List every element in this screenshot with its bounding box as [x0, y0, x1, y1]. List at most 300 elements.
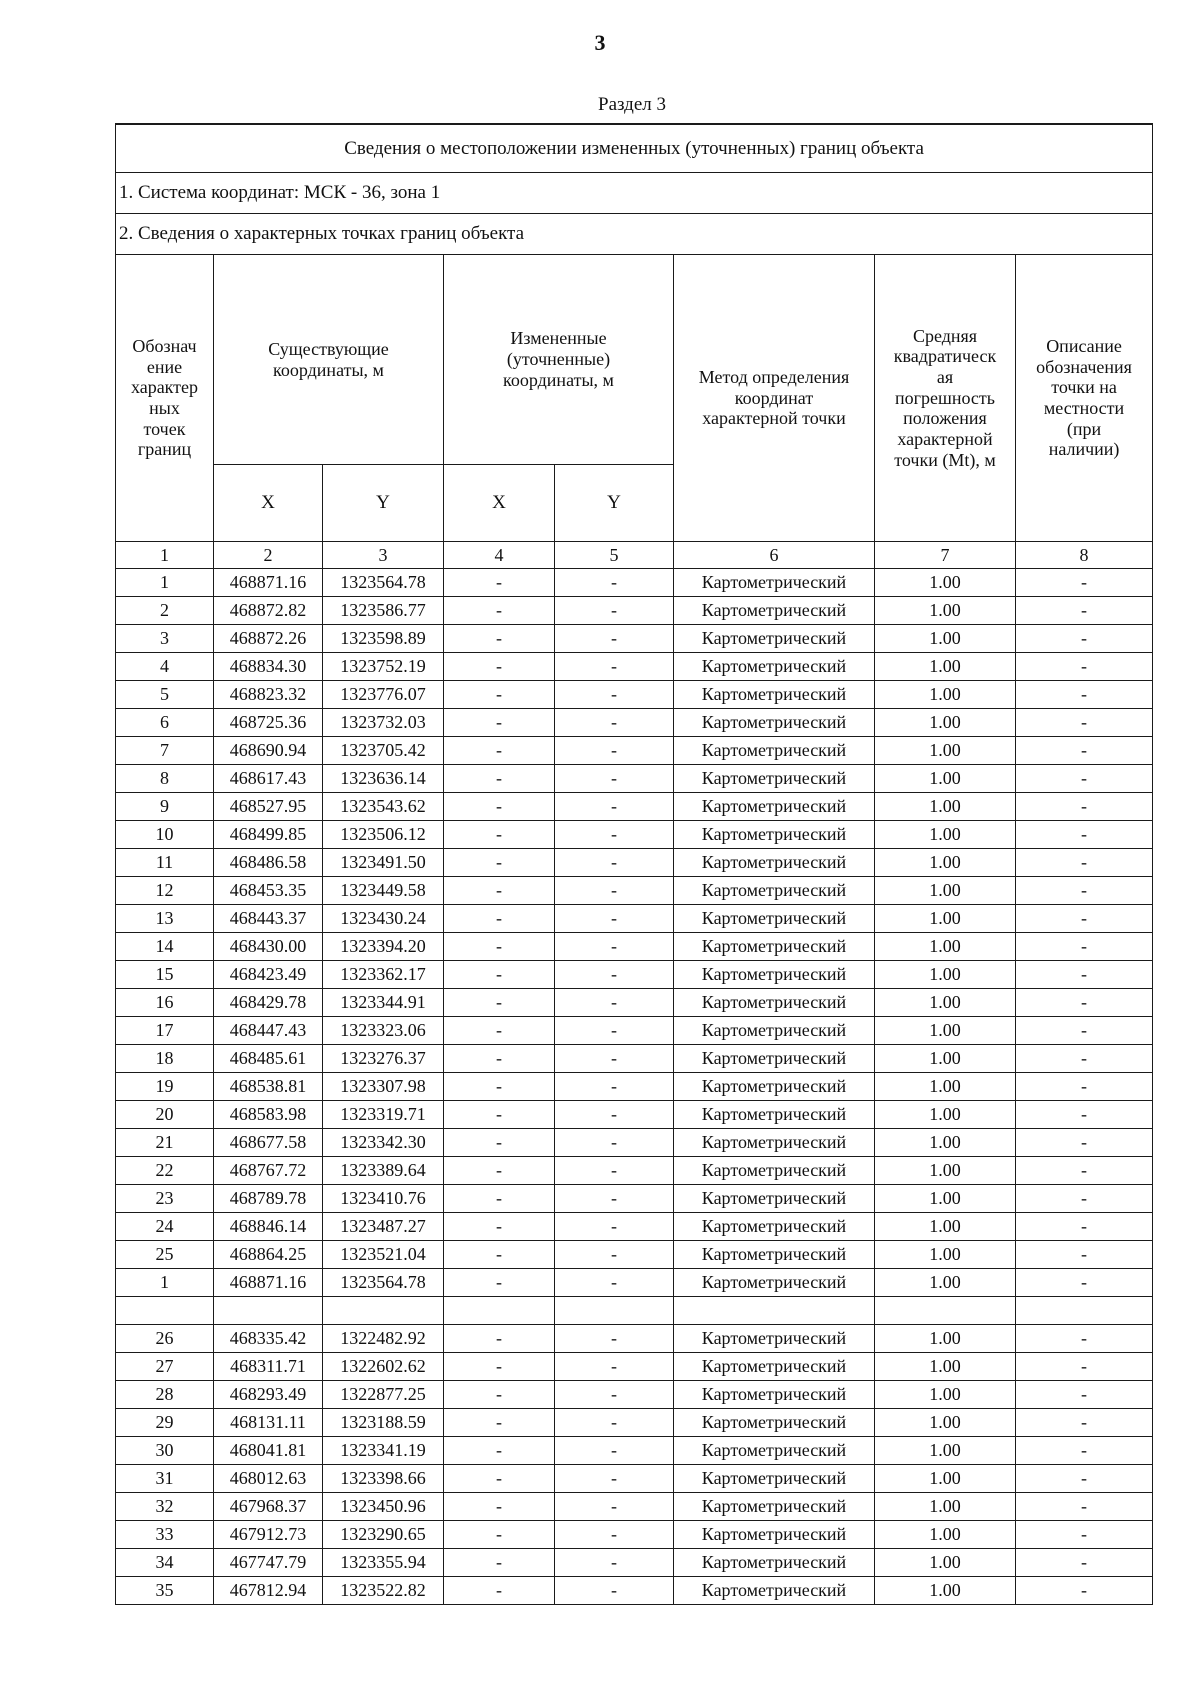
cell-existing-y: 1323491.50: [323, 849, 444, 877]
cell-description: -: [1016, 1157, 1153, 1185]
cell-changed-x: -: [444, 1577, 555, 1605]
cell-existing-x: 467968.37: [214, 1493, 323, 1521]
table-row: [116, 681, 1153, 709]
cell-point-number: 5: [116, 681, 214, 709]
cell-point-number: 9: [116, 793, 214, 821]
cell-mt: 1.00: [875, 597, 1016, 625]
cell-method: Картометрический: [674, 1129, 875, 1157]
cell-method: Картометрический: [674, 1437, 875, 1465]
cell-point-number: 35: [116, 1577, 214, 1605]
cell-changed-x: -: [444, 1213, 555, 1241]
cell-method: Картометрический: [674, 1073, 875, 1101]
cell-point-number: 13: [116, 905, 214, 933]
cell-changed-x: [444, 1297, 555, 1325]
cell-changed-y: -: [555, 569, 674, 597]
cell-existing-y: 1323586.77: [323, 597, 444, 625]
header-changed-x: X: [444, 465, 555, 542]
cell-mt: 1.00: [875, 933, 1016, 961]
cell-point-number: 17: [116, 1017, 214, 1045]
header-existing-y: Y: [323, 465, 444, 542]
cell-mt: 1.00: [875, 1577, 1016, 1605]
cell-changed-y: -: [555, 933, 674, 961]
cell-method: Картометрический: [674, 1577, 875, 1605]
cell-point-number: 28: [116, 1381, 214, 1409]
cell-changed-y: -: [555, 1045, 674, 1073]
cell-point-number: 1: [116, 1269, 214, 1297]
cell-existing-x: 467912.73: [214, 1521, 323, 1549]
cell-existing-y: 1323564.78: [323, 1269, 444, 1297]
table-row: [116, 1185, 1153, 1213]
cell-point-number: [116, 1297, 214, 1325]
cell-changed-y: -: [555, 625, 674, 653]
column-number: 6: [674, 542, 875, 569]
cell-method: Картометрический: [674, 793, 875, 821]
cell-existing-x: 468583.98: [214, 1101, 323, 1129]
cell-mt: 1.00: [875, 1521, 1016, 1549]
cell-changed-x: -: [444, 1521, 555, 1549]
cell-existing-y: 1323543.62: [323, 793, 444, 821]
cell-method: Картометрический: [674, 1045, 875, 1073]
cell-changed-x: -: [444, 1437, 555, 1465]
table-row: [116, 933, 1153, 961]
table-title: Сведения о местоположении измененных (уточненных) границ объекта: [116, 124, 1153, 173]
cell-changed-y: -: [555, 1437, 674, 1465]
cell-point-number: 12: [116, 877, 214, 905]
cell-existing-y: 1323188.59: [323, 1409, 444, 1437]
cell-existing-x: 468871.16: [214, 1269, 323, 1297]
cell-changed-x: -: [444, 989, 555, 1017]
table-row: [116, 1381, 1153, 1409]
cell-mt: 1.00: [875, 1269, 1016, 1297]
cell-changed-x: -: [444, 1269, 555, 1297]
cell-description: -: [1016, 989, 1153, 1017]
cell-description: -: [1016, 569, 1153, 597]
cell-method: Картометрический: [674, 849, 875, 877]
table-row: [116, 597, 1153, 625]
cell-existing-x: 468499.85: [214, 821, 323, 849]
cell-description: -: [1016, 681, 1153, 709]
cell-changed-x: -: [444, 681, 555, 709]
cell-point-number: 18: [116, 1045, 214, 1073]
cell-changed-x: -: [444, 1045, 555, 1073]
cell-changed-x: -: [444, 849, 555, 877]
cell-point-number: 20: [116, 1101, 214, 1129]
table-row: [116, 1073, 1153, 1101]
cell-existing-y: 1323752.19: [323, 653, 444, 681]
header-changed-coords: Измененные (уточненные) координаты, м: [444, 255, 674, 465]
cell-mt: 1.00: [875, 765, 1016, 793]
cell-method: Картометрический: [674, 1213, 875, 1241]
table-row: [116, 961, 1153, 989]
cell-existing-x: 468823.32: [214, 681, 323, 709]
cell-existing-x: 468789.78: [214, 1185, 323, 1213]
cell-existing-x: 468834.30: [214, 653, 323, 681]
header-method: Метод определения координат характерной точки: [674, 255, 875, 542]
cell-changed-x: -: [444, 653, 555, 681]
cell-description: -: [1016, 1325, 1153, 1353]
column-number: 1: [116, 542, 214, 569]
cell-changed-y: -: [555, 1521, 674, 1549]
cell-changed-y: -: [555, 1073, 674, 1101]
page-number: 3: [594, 30, 606, 55]
cell-changed-y: -: [555, 1577, 674, 1605]
cell-mt: 1.00: [875, 569, 1016, 597]
cell-description: -: [1016, 793, 1153, 821]
cell-description: -: [1016, 961, 1153, 989]
table-row: [116, 821, 1153, 849]
cell-point-number: 2: [116, 597, 214, 625]
cell-existing-x: 468429.78: [214, 989, 323, 1017]
cell-existing-y: 1323522.82: [323, 1577, 444, 1605]
cell-method: Картометрический: [674, 961, 875, 989]
table-row: [116, 1045, 1153, 1073]
cell-changed-y: -: [555, 681, 674, 709]
cell-description: -: [1016, 709, 1153, 737]
cell-existing-x: 468871.16: [214, 569, 323, 597]
cell-mt: 1.00: [875, 625, 1016, 653]
cell-point-number: 4: [116, 653, 214, 681]
cell-point-number: 19: [116, 1073, 214, 1101]
cell-method: Картометрический: [674, 597, 875, 625]
cell-existing-x: 468311.71: [214, 1353, 323, 1381]
cell-existing-x: 468864.25: [214, 1241, 323, 1269]
cell-changed-x: -: [444, 569, 555, 597]
cell-mt: 1.00: [875, 1437, 1016, 1465]
cell-point-number: 26: [116, 1325, 214, 1353]
cell-mt: [875, 1297, 1016, 1325]
cell-point-number: 22: [116, 1157, 214, 1185]
cell-point-number: 15: [116, 961, 214, 989]
cell-description: -: [1016, 1213, 1153, 1241]
cell-mt: 1.00: [875, 1465, 1016, 1493]
cell-existing-x: 468527.95: [214, 793, 323, 821]
cell-changed-x: -: [444, 905, 555, 933]
cell-description: -: [1016, 1101, 1153, 1129]
boundary-points-table: [115, 123, 1153, 1605]
cell-description: -: [1016, 653, 1153, 681]
cell-existing-y: 1323323.06: [323, 1017, 444, 1045]
cell-existing-y: 1323319.71: [323, 1101, 444, 1129]
cell-existing-x: 468293.49: [214, 1381, 323, 1409]
cell-changed-x: -: [444, 1409, 555, 1437]
table-row: [116, 709, 1153, 737]
cell-method: Картометрический: [674, 1185, 875, 1213]
cell-description: -: [1016, 877, 1153, 905]
cell-description: -: [1016, 1129, 1153, 1157]
table-row: [116, 1269, 1153, 1297]
cell-description: -: [1016, 1269, 1153, 1297]
cell-existing-y: 1323389.64: [323, 1157, 444, 1185]
cell-existing-y: 1323394.20: [323, 933, 444, 961]
table-row: [116, 1549, 1153, 1577]
cell-point-number: 7: [116, 737, 214, 765]
cell-changed-x: -: [444, 625, 555, 653]
cell-description: -: [1016, 1381, 1153, 1409]
cell-method: Картометрический: [674, 905, 875, 933]
cell-existing-y: 1323521.04: [323, 1241, 444, 1269]
cell-changed-y: -: [555, 1353, 674, 1381]
cell-description: -: [1016, 1073, 1153, 1101]
header-changed-y: Y: [555, 465, 674, 542]
cell-description: -: [1016, 1045, 1153, 1073]
cell-changed-y: -: [555, 709, 674, 737]
table-row: [116, 849, 1153, 877]
cell-description: -: [1016, 1185, 1153, 1213]
table-row: [116, 569, 1153, 597]
cell-existing-x: 468485.61: [214, 1045, 323, 1073]
cell-changed-y: -: [555, 1325, 674, 1353]
cell-mt: 1.00: [875, 1101, 1016, 1129]
cell-existing-y: 1323732.03: [323, 709, 444, 737]
cell-mt: 1.00: [875, 1213, 1016, 1241]
cell-existing-x: 468846.14: [214, 1213, 323, 1241]
cell-point-number: 3: [116, 625, 214, 653]
cell-existing-x: 467747.79: [214, 1549, 323, 1577]
column-number: 2: [214, 542, 323, 569]
table-row: [116, 905, 1153, 933]
cell-changed-y: -: [555, 821, 674, 849]
cell-changed-y: -: [555, 1241, 674, 1269]
cell-changed-y: -: [555, 793, 674, 821]
cell-mt: 1.00: [875, 793, 1016, 821]
cell-existing-y: 1322877.25: [323, 1381, 444, 1409]
section-label: Раздел 3: [598, 94, 666, 115]
cell-changed-x: -: [444, 1325, 555, 1353]
cell-changed-x: -: [444, 1241, 555, 1269]
cell-changed-y: -: [555, 1129, 674, 1157]
cell-existing-y: 1323636.14: [323, 765, 444, 793]
cell-mt: 1.00: [875, 1549, 1016, 1577]
table-row: [116, 1437, 1153, 1465]
cell-existing-y: 1323276.37: [323, 1045, 444, 1073]
header-description: Описание обозначения точки на местности (при наличии): [1016, 255, 1153, 542]
cell-changed-y: -: [555, 1409, 674, 1437]
column-number-row: [116, 542, 1153, 569]
cell-changed-x: -: [444, 1493, 555, 1521]
cell-method: Картометрический: [674, 821, 875, 849]
cell-changed-x: -: [444, 821, 555, 849]
cell-changed-x: -: [444, 961, 555, 989]
cell-method: Картометрический: [674, 1353, 875, 1381]
cell-point-number: 6: [116, 709, 214, 737]
cell-method: Картометрический: [674, 765, 875, 793]
coordinate-system: 1. Система координат: МСК - 36, зона 1: [116, 173, 1153, 214]
cell-description: -: [1016, 1577, 1153, 1605]
cell-description: -: [1016, 625, 1153, 653]
table-row: [116, 653, 1153, 681]
cell-changed-y: -: [555, 1101, 674, 1129]
cell-mt: 1.00: [875, 849, 1016, 877]
header-mean-square-error: Средняя квадратическ ая погрешность положения характерной точки (Mt), м: [875, 255, 1016, 542]
column-number: 3: [323, 542, 444, 569]
cell-existing-y: 1322482.92: [323, 1325, 444, 1353]
table-row: [116, 989, 1153, 1017]
cell-method: Картометрический: [674, 1017, 875, 1045]
cell-existing-y: 1323290.65: [323, 1521, 444, 1549]
points-info-heading: 2. Сведения о характерных точках границ объекта: [116, 214, 1153, 255]
cell-method: Картометрический: [674, 1465, 875, 1493]
table-row: [116, 1465, 1153, 1493]
cell-changed-x: -: [444, 597, 555, 625]
cell-existing-y: 1323705.42: [323, 737, 444, 765]
cell-changed-x: -: [444, 1157, 555, 1185]
cell-existing-y: 1323564.78: [323, 569, 444, 597]
cell-changed-x: -: [444, 1073, 555, 1101]
cell-description: -: [1016, 1241, 1153, 1269]
cell-method: Картометрический: [674, 1493, 875, 1521]
cell-point-number: 11: [116, 849, 214, 877]
cell-description: -: [1016, 737, 1153, 765]
cell-description: -: [1016, 933, 1153, 961]
table-row: [116, 1493, 1153, 1521]
cell-mt: 1.00: [875, 1241, 1016, 1269]
cell-existing-y: 1323341.19: [323, 1437, 444, 1465]
cell-method: Картометрический: [674, 1157, 875, 1185]
cell-existing-y: 1323487.27: [323, 1213, 444, 1241]
cell-existing-x: [214, 1297, 323, 1325]
cell-point-number: 16: [116, 989, 214, 1017]
cell-existing-y: 1323355.94: [323, 1549, 444, 1577]
cell-mt: 1.00: [875, 1493, 1016, 1521]
cell-existing-x: 468725.36: [214, 709, 323, 737]
cell-method: Картометрический: [674, 933, 875, 961]
table-row: [116, 1521, 1153, 1549]
cell-mt: 1.00: [875, 1409, 1016, 1437]
cell-point-number: 31: [116, 1465, 214, 1493]
cell-description: -: [1016, 905, 1153, 933]
cell-mt: 1.00: [875, 1185, 1016, 1213]
cell-existing-x: 468012.63: [214, 1465, 323, 1493]
cell-method: Картометрический: [674, 1521, 875, 1549]
cell-existing-x: 468538.81: [214, 1073, 323, 1101]
cell-changed-x: -: [444, 933, 555, 961]
cell-changed-y: -: [555, 1269, 674, 1297]
cell-changed-x: -: [444, 1017, 555, 1045]
cell-existing-y: 1323342.30: [323, 1129, 444, 1157]
cell-changed-y: -: [555, 961, 674, 989]
header-existing-x: X: [214, 465, 323, 542]
cell-existing-x: 468486.58: [214, 849, 323, 877]
cell-description: -: [1016, 1521, 1153, 1549]
cell-existing-x: 468447.43: [214, 1017, 323, 1045]
table-row: [116, 1129, 1153, 1157]
cell-changed-x: -: [444, 737, 555, 765]
cell-description: -: [1016, 1437, 1153, 1465]
cell-existing-y: 1323449.58: [323, 877, 444, 905]
cell-method: Картометрический: [674, 653, 875, 681]
cell-method: Картометрический: [674, 737, 875, 765]
cell-mt: 1.00: [875, 1073, 1016, 1101]
cell-changed-x: -: [444, 877, 555, 905]
table-row: [116, 793, 1153, 821]
table-row: [116, 1157, 1153, 1185]
cell-existing-y: 1323430.24: [323, 905, 444, 933]
cell-changed-y: -: [555, 1185, 674, 1213]
cell-method: Картометрический: [674, 1241, 875, 1269]
cell-mt: 1.00: [875, 1129, 1016, 1157]
header-existing-coords: Существующие координаты, м: [214, 255, 444, 465]
cell-point-number: 24: [116, 1213, 214, 1241]
cell-existing-y: 1323598.89: [323, 625, 444, 653]
cell-method: Картометрический: [674, 625, 875, 653]
cell-mt: 1.00: [875, 653, 1016, 681]
cell-mt: 1.00: [875, 1353, 1016, 1381]
cell-changed-x: -: [444, 765, 555, 793]
cell-changed-x: -: [444, 1381, 555, 1409]
cell-existing-x: 468690.94: [214, 737, 323, 765]
cell-existing-x: 468872.82: [214, 597, 323, 625]
cell-method: Картометрический: [674, 877, 875, 905]
table-row: [116, 1017, 1153, 1045]
cell-point-number: 25: [116, 1241, 214, 1269]
cell-point-number: 14: [116, 933, 214, 961]
cell-point-number: 32: [116, 1493, 214, 1521]
cell-point-number: 27: [116, 1353, 214, 1381]
cell-point-number: 23: [116, 1185, 214, 1213]
cell-method: Картометрический: [674, 1381, 875, 1409]
cell-existing-x: 468617.43: [214, 765, 323, 793]
cell-mt: 1.00: [875, 737, 1016, 765]
cell-existing-y: 1323506.12: [323, 821, 444, 849]
table-row: [116, 1353, 1153, 1381]
cell-method: Картометрический: [674, 1409, 875, 1437]
cell-changed-y: [555, 1297, 674, 1325]
cell-description: -: [1016, 821, 1153, 849]
column-number: 7: [875, 542, 1016, 569]
column-number: 5: [555, 542, 674, 569]
cell-point-number: 34: [116, 1549, 214, 1577]
header-point-designation: Обознач ение характер ных точек границ: [116, 255, 214, 542]
cell-existing-x: 468131.11: [214, 1409, 323, 1437]
cell-mt: 1.00: [875, 1157, 1016, 1185]
cell-mt: 1.00: [875, 961, 1016, 989]
table-row-separator: [116, 1297, 1153, 1325]
cell-changed-y: -: [555, 737, 674, 765]
cell-changed-x: -: [444, 1353, 555, 1381]
cell-existing-y: 1322602.62: [323, 1353, 444, 1381]
table-row: [116, 877, 1153, 905]
cell-changed-y: -: [555, 877, 674, 905]
cell-existing-y: 1323450.96: [323, 1493, 444, 1521]
cell-description: [1016, 1297, 1153, 1325]
cell-method: Картометрический: [674, 709, 875, 737]
cell-mt: 1.00: [875, 905, 1016, 933]
cell-existing-y: [323, 1297, 444, 1325]
cell-mt: 1.00: [875, 1017, 1016, 1045]
cell-mt: 1.00: [875, 989, 1016, 1017]
cell-existing-x: 467812.94: [214, 1577, 323, 1605]
cell-changed-y: -: [555, 1549, 674, 1577]
cell-changed-y: -: [555, 1381, 674, 1409]
cell-existing-x: 468335.42: [214, 1325, 323, 1353]
cell-existing-y: 1323410.76: [323, 1185, 444, 1213]
table-row: [116, 625, 1153, 653]
table-row: [116, 1409, 1153, 1437]
cell-existing-y: 1323362.17: [323, 961, 444, 989]
cell-changed-x: -: [444, 1185, 555, 1213]
cell-existing-y: 1323307.98: [323, 1073, 444, 1101]
cell-method: Картометрический: [674, 989, 875, 1017]
cell-existing-x: 468872.26: [214, 625, 323, 653]
cell-changed-y: -: [555, 849, 674, 877]
cell-point-number: 29: [116, 1409, 214, 1437]
cell-point-number: 33: [116, 1521, 214, 1549]
cell-point-number: 10: [116, 821, 214, 849]
table-row: [116, 1101, 1153, 1129]
cell-method: [674, 1297, 875, 1325]
cell-changed-y: -: [555, 597, 674, 625]
cell-existing-y: 1323344.91: [323, 989, 444, 1017]
